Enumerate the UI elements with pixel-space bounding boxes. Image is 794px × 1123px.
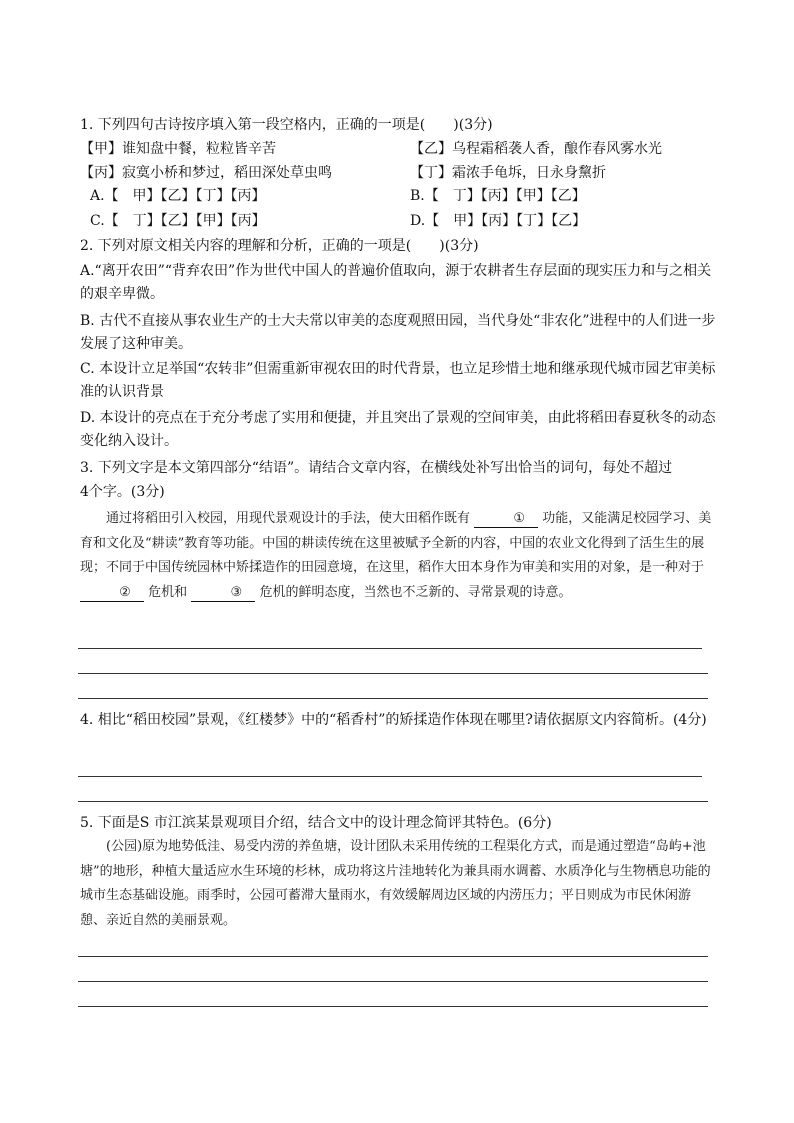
q3-passage-part3: 危机和 (148, 584, 188, 600)
q5-answer-line-2[interactable] (78, 981, 708, 982)
q3-answer-line-3[interactable] (78, 698, 708, 699)
q3-answer-line-2[interactable] (78, 673, 708, 674)
q5-answer-line-3[interactable] (78, 1006, 708, 1007)
q3-answer-line-1[interactable] (78, 648, 702, 649)
q2-option-d: D. 本设计的亮点在于充分考虑了实用和便捷，并且突出了景观的空间审美，由此将稻田春夏秋冬的动态变化纳入设计。 (80, 410, 716, 449)
q3-passage (80, 507, 716, 605)
q3-passage-part2: 功能，又能满足校园学习、美育和文化及“耕读”教育等功能。中国的耕读传统在这里被赋予全新的内容，中国的农业文化得到了活生生的展现；不同于中国传统园林中矫揉造作的田园意境，在这里，稻作大田本身作为审美和实用的对象，是一种对于 (80, 511, 712, 575)
q2-option-a: A.“离开农田”“背弃农田”作为世代中国人的普遍价值取向，源于农耕者生存层面的现实压力和与之相关的艰辛卑微。 (80, 263, 712, 302)
q1-option-a: A.【 甲】【乙】【丁】【丙】 (90, 188, 266, 204)
q3-passage-part1: 通过将稻田引入校园，用现代景观设计的手法，使大田稻作既有 (106, 511, 471, 526)
q3-stem-line1: 3. 下列文字是本文第四部分“结语”。请结合文章内容，在横线处补写出恰当的词句，每处不超过 (80, 460, 673, 476)
q2-option-c: C. 本设计立足举国“农转非”但需重新审视农田的时代背景，也立足珍惜土地和继承现代城市园艺审美标准的认识背景 (80, 361, 716, 400)
q5-answer-line-1[interactable] (78, 956, 708, 957)
q1-poem-jia: 【甲】谁知盘中餐，粒粒皆辛苦 (80, 141, 276, 157)
q3-blank-2[interactable]: ② (80, 585, 144, 602)
q3-blank-1[interactable]: ① (474, 511, 538, 528)
q1-option-d: D.【 甲】【丙】【丁】【乙】 (410, 213, 587, 229)
q1-poem-yi: 【乙】乌程霜稻袭人香，酿作春风雾水光 (410, 141, 662, 157)
q1-option-c: C.【 丁】【乙】【甲】【丙】 (90, 213, 266, 229)
q5-passage: (公园)原为地势低洼、易受内涝的养鱼塘，设计团队未采用传统的工程渠化方式，而是通过塑造“岛屿+池塘”的地形，种植大量适应水生环境的杉林，成功将这片洼地转化为兼具雨水调蓄、水质净化与生物栖息功能的城市生态基础设施。雨季时，公园可蓄滞大量雨水，有效缓解周边区域的内涝压力；平日则成为市民休闲游憩、亲近自然的美丽景观。 (80, 839, 711, 928)
q4-answer-line-1[interactable] (78, 776, 702, 777)
q1-stem: 1. 下列四句古诗按序填入第一段空格内，正确的一项是( )(3分) (80, 117, 493, 133)
q3-blank-3[interactable]: ③ (191, 585, 255, 602)
q4-answer-line-2[interactable] (78, 801, 708, 802)
q3-passage-part4: 危机的鲜明态度，当然也不乏新的、寻常景观的诗意。 (259, 584, 572, 600)
q2-stem: 2. 下列对原文相关内容的理解和分析，正确的一项是( )(3分) (80, 238, 479, 254)
q1-poem-ding: 【丁】霜浓手龟坼，日永身黧折 (410, 165, 606, 181)
q3-stem-line2: 4个字。(3分) (80, 484, 165, 500)
q4-stem: 4. 相比“稻田校园”景观，《红楼梦》中的“稻香村”的矫揉造作体现在哪里?请依据原文内容简析。(4分) (80, 712, 707, 728)
q5-stem: 5. 下面是S 市江滨某景观项目介绍，结合文中的设计理念简评其特色。(6分) (80, 815, 552, 831)
q1-poem-bing: 【丙】寂寞小桥和梦过，稻田深处草虫鸣 (80, 165, 332, 181)
q1-option-b: B.【 丁】【丙】【甲】【乙】 (410, 188, 586, 204)
q2-option-b: B. 古代不直接从事农业生产的士大夫常以审美的态度观照田园，当代身处“非农化”进程中的人们进一步发展了这种审美。 (80, 313, 716, 352)
